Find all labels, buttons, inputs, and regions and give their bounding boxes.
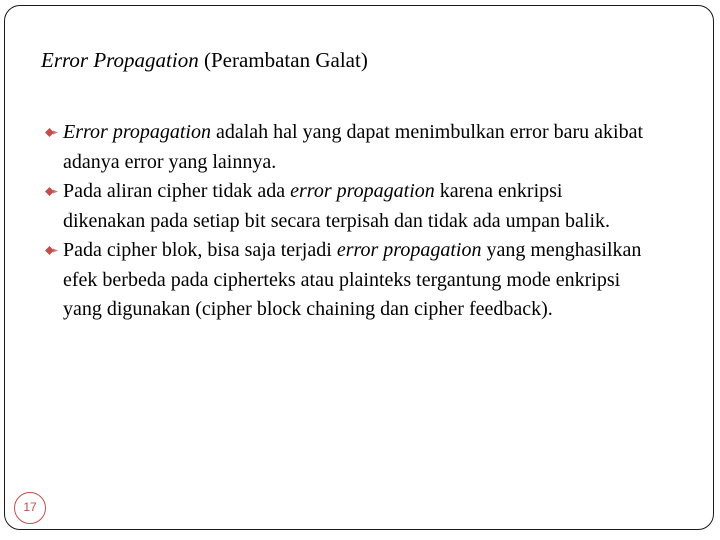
diamond-bullet-icon [44,236,61,266]
bullet-item-error-propagation [44,118,644,177]
bullet-list [44,118,644,325]
bullet-1-italic: Error propagation [63,121,211,143]
bullet-item-stream-cipher [44,177,644,236]
slide-title-italic: Error Propagation [41,48,199,72]
bullet-item-block-cipher [44,236,644,325]
bullet-2-text-after: karena enkripsi dikenakan pada setiap bit secara terpisah dan tidak ada umpan balik. [63,180,611,232]
bullet-2-text-before: Pada aliran cipher tidak ada [63,180,291,202]
diamond-bullet-icon [44,118,61,148]
diamond-bullet-icon [44,177,61,207]
page-number: 17 [23,500,37,514]
bullet-3-text-after: yang menghasilkan efek berbeda pada cipherteks atau plainteks tergantung mode enkripsi yang digunakan (cipher block chaining dan cipher feedback). [63,239,642,320]
bullet-1-text: adalah hal yang dapat menimbulkan error baru akibat adanya error yang lainnya. [63,121,644,173]
slide-title-normal: (Perambatan Galat) [198,48,368,72]
page-number-badge [14,492,46,524]
bullet-3-italic: error propagation [336,239,482,261]
bullet-2-italic: error propagation [290,180,435,202]
slide-title [41,46,368,74]
bullet-3-text-before: Pada cipher blok, bisa saja terjadi [63,239,337,261]
